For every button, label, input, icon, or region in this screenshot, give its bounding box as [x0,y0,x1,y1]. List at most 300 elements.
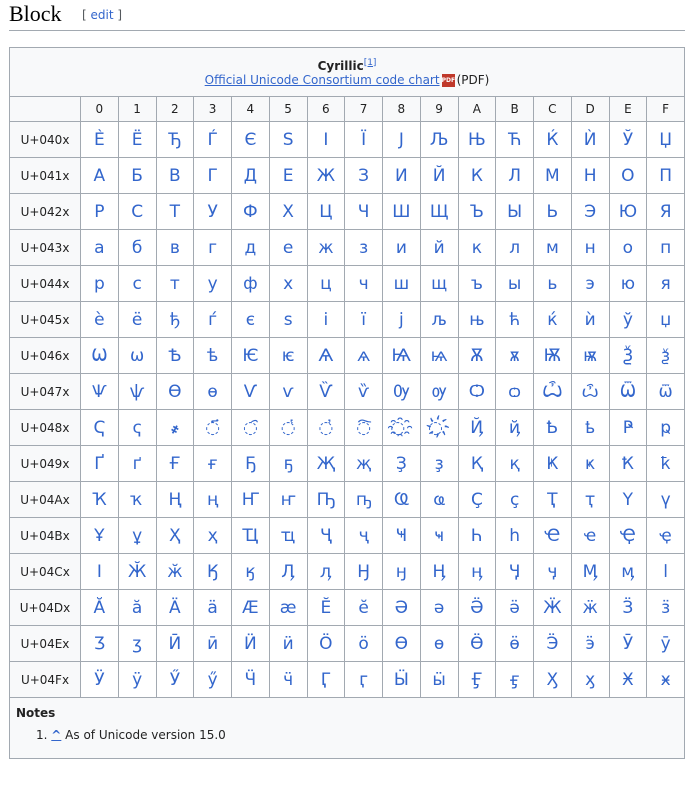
char-cell[interactable]: В [156,158,194,194]
column-header: A [458,97,496,122]
char-cell[interactable]: љ [420,302,458,338]
char-cell[interactable]: б [118,230,156,266]
char-cell[interactable]: ѱ [118,374,156,410]
char-cell[interactable]: Ӫ [458,626,496,662]
char-cell[interactable]: Ы [496,194,534,230]
char-cell[interactable]: қ [496,446,534,482]
char-cell[interactable]: ҝ [571,446,609,482]
char-cell[interactable]: Ѯ [609,338,647,374]
char-cell[interactable]: Щ [420,194,458,230]
char-cell[interactable]: Ѵ [232,374,270,410]
char-cell[interactable]: ӌ [534,554,572,590]
char-cell[interactable]: ҡ [118,482,156,518]
char-cell[interactable]: К [458,158,496,194]
column-header: D [571,97,609,122]
char-cell[interactable]: ӭ [571,626,609,662]
char-cell[interactable]: э [571,266,609,302]
column-header-row [10,97,685,122]
char-cell[interactable]: Й [420,158,458,194]
char-cell[interactable]: Ж [307,158,345,194]
note-text: As of Unicode version 15.0 [65,728,226,742]
char-cell[interactable]: м [534,230,572,266]
char-cell[interactable]: Ҽ [534,518,572,554]
char-cell[interactable]: ҳ [194,518,232,554]
char-cell[interactable]: О [609,158,647,194]
char-cell[interactable]: И [383,158,421,194]
char-cell[interactable]: ҿ [647,518,685,554]
char-cell[interactable]: Ӭ [534,626,572,662]
char-cell[interactable]: І [307,122,345,158]
char-cell[interactable]: Д [232,158,270,194]
row-label: U+041x [10,158,81,194]
char-cell[interactable]: Ӵ [232,662,270,698]
char-cell[interactable]: Ҥ [232,482,270,518]
char-cell[interactable]: Ҋ [458,410,496,446]
char-cell[interactable]: ҽ [571,518,609,554]
char-cell[interactable]: ѭ [571,338,609,374]
char-cell[interactable]: с [118,266,156,302]
char-cell[interactable]: Ӯ [609,626,647,662]
char-cell[interactable]: ш [383,266,421,302]
char-cell[interactable]: Ъ [458,194,496,230]
char-cell[interactable]: Н [571,158,609,194]
char-cell[interactable]: Ѥ [232,338,270,374]
char-cell[interactable]: Ё [118,122,156,158]
char-cell[interactable]: ◌҆ [307,410,345,446]
char-cell[interactable]: а [81,230,119,266]
char-cell[interactable]: җ [345,446,383,482]
char-cell[interactable]: Љ [420,122,458,158]
char-cell[interactable]: Һ [458,518,496,554]
char-cell[interactable]: ѩ [420,338,458,374]
char-cell[interactable]: ғ [194,446,232,482]
char-cell[interactable]: Ћ [496,122,534,158]
char-cell[interactable]: Ѐ [81,122,119,158]
char-cell[interactable]: ӓ [194,590,232,626]
char-cell[interactable]: ә [420,590,458,626]
char-cell[interactable]: ф [232,266,270,302]
column-header: 3 [194,97,232,122]
char-cell[interactable]: Ӱ [81,662,119,698]
char-cell[interactable]: Ҷ [307,518,345,554]
char-cell[interactable]: Л [496,158,534,194]
char-cell[interactable]: ӛ [496,590,534,626]
char-cell[interactable]: ѿ [647,374,685,410]
chart-caption-row [10,48,685,97]
char-cell[interactable]: Ҧ [307,482,345,518]
char-cell[interactable]: ѡ [118,338,156,374]
char-cell[interactable]: ц [307,266,345,302]
char-cell[interactable]: ї [345,302,383,338]
char-cell[interactable]: Ґ [81,446,119,482]
char-cell[interactable]: Ҵ [232,518,270,554]
char-cell[interactable]: Ҙ [383,446,421,482]
char-cell[interactable]: Ҳ [156,518,194,554]
char-cell[interactable]: ѧ [345,338,383,374]
char-cell[interactable]: ј [383,302,421,338]
char-cell[interactable]: Ҍ [534,410,572,446]
char-cell[interactable]: в [156,230,194,266]
char-cell[interactable]: Ӿ [609,662,647,698]
char-cell[interactable]: Ќ [534,122,572,158]
char-cell[interactable]: Ѕ [269,122,307,158]
char-cell[interactable]: Э [571,194,609,230]
row-label: U+044x [10,266,81,302]
char-cell[interactable]: ◌҃ [194,410,232,446]
note-backlink[interactable]: ^ [51,728,62,742]
char-cell[interactable]: Ӑ [81,590,119,626]
char-cell[interactable]: ҏ [647,410,685,446]
table-row [10,302,685,338]
char-cell[interactable]: ӫ [496,626,534,662]
column-header: B [496,97,534,122]
char-cell[interactable]: о [609,230,647,266]
char-cell[interactable]: Ш [383,194,421,230]
char-cell[interactable]: г [194,230,232,266]
char-cell[interactable]: к [458,230,496,266]
char-cell[interactable]: т [156,266,194,302]
char-cell[interactable]: ѥ [269,338,307,374]
char-cell[interactable]: Ӟ [609,590,647,626]
char-cell[interactable]: ѯ [647,338,685,374]
char-cell[interactable]: Ѭ [534,338,572,374]
char-cell[interactable]: ӷ [345,662,383,698]
corner-cell [10,97,81,122]
char-cell[interactable]: Х [269,194,307,230]
char-cell[interactable]: Ѹ [383,374,421,410]
char-cell[interactable]: Ҁ [81,410,119,446]
char-cell[interactable]: Ѝ [571,122,609,158]
char-cell[interactable]: Ә [383,590,421,626]
char-cell[interactable]: ӿ [647,662,685,698]
char-cell[interactable]: Ӥ [232,626,270,662]
char-cell[interactable]: С [118,194,156,230]
char-cell[interactable]: ӳ [194,662,232,698]
char-cell[interactable]: Е [269,158,307,194]
char-cell[interactable]: Ѱ [81,374,119,410]
char-cell[interactable]: ѻ [496,374,534,410]
char-cell[interactable]: ◌҇ [345,410,383,446]
char-cell[interactable]: ҕ [269,446,307,482]
char-cell[interactable]: ъ [458,266,496,302]
row-label: U+047x [10,374,81,410]
char-cell[interactable]: Ӹ [383,662,421,698]
char-cell[interactable]: Ѻ [458,374,496,410]
char-cell[interactable]: н [571,230,609,266]
char-cell[interactable]: Қ [458,446,496,482]
char-cell[interactable]: Ӡ [81,626,119,662]
char-cell[interactable]: Ј [383,122,421,158]
char-cell[interactable]: ҂ [156,410,194,446]
char-cell[interactable]: Ҩ [383,482,421,518]
column-header: 7 [345,97,383,122]
char-cell[interactable]: ѓ [194,302,232,338]
char-cell[interactable]: М [534,158,572,194]
char-cell[interactable]: Ғ [156,446,194,482]
char-cell[interactable]: ќ [534,302,572,338]
char-cell[interactable]: ҹ [420,518,458,554]
char-cell[interactable]: Ѳ [156,374,194,410]
char-cell[interactable]: ѫ [496,338,534,374]
char-cell[interactable]: ю [609,266,647,302]
char-cell[interactable]: Р [81,194,119,230]
char-cell[interactable]: њ [458,302,496,338]
char-cell[interactable]: ч [345,266,383,302]
char-cell[interactable]: щ [420,266,458,302]
char-cell[interactable]: ѵ [269,374,307,410]
char-cell[interactable]: ө [420,626,458,662]
column-header: 4 [232,97,270,122]
row-label: U+049x [10,446,81,482]
char-cell[interactable]: Ҭ [534,482,572,518]
char-cell[interactable]: Ф [232,194,270,230]
char-cell[interactable]: Џ [647,122,685,158]
row-label: U+048x [10,410,81,446]
row-label: U+042x [10,194,81,230]
char-cell[interactable]: ў [609,302,647,338]
table-row [10,446,685,482]
row-label: U+040x [10,122,81,158]
char-cell[interactable]: ӥ [269,626,307,662]
char-cell[interactable]: Ѫ [458,338,496,374]
char-cell[interactable]: ӟ [647,590,685,626]
char-cell[interactable]: Ӏ [81,554,119,590]
char-cell[interactable]: д [232,230,270,266]
char-cell[interactable]: Ї [345,122,383,158]
char-cell[interactable]: ҫ [496,482,534,518]
pdf-label: (PDF) [456,72,490,87]
char-cell[interactable]: Ѡ [81,338,119,374]
char-cell[interactable]: ѝ [571,302,609,338]
char-cell[interactable]: Ӂ [118,554,156,590]
char-cell[interactable]: Ұ [81,518,119,554]
char-cell[interactable]: ӏ [647,554,685,590]
column-header: 0 [81,97,119,122]
char-cell[interactable]: Ӓ [156,590,194,626]
section-heading [9,0,685,31]
char-cell[interactable]: ӎ [609,554,647,590]
char-cell[interactable]: Ђ [156,122,194,158]
char-cell[interactable]: ӈ [383,554,421,590]
char-cell[interactable]: Ҡ [81,482,119,518]
char-cell[interactable]: Ў [609,122,647,158]
char-cell[interactable]: ◌҄ [232,410,270,446]
reference-link[interactable]: [1] [363,57,377,68]
char-cell[interactable]: Ҿ [609,518,647,554]
char-cell[interactable]: ђ [156,302,194,338]
char-cell[interactable]: ь [534,266,572,302]
char-cell[interactable]: Ӆ [269,554,307,590]
pdf-icon: PDF [442,74,455,87]
char-cell[interactable]: ћ [496,302,534,338]
char-cell[interactable]: ӣ [194,626,232,662]
char-cell[interactable]: ӂ [156,554,194,590]
char-cell[interactable]: и [383,230,421,266]
column-header: 2 [156,97,194,122]
char-cell[interactable]: Ӕ [232,590,270,626]
char-cell[interactable]: ӆ [307,554,345,590]
code-chart-table [9,47,685,698]
char-cell[interactable]: Ҝ [534,446,572,482]
char-cell[interactable]: і [307,302,345,338]
code-chart-link[interactable]: Official Unicode Consortium code chart [204,72,440,87]
table-row [10,554,685,590]
char-cell[interactable]: ӵ [269,662,307,698]
char-cell[interactable]: ҋ [496,410,534,446]
char-cell[interactable]: ё [118,302,156,338]
char-cell[interactable]: е [269,230,307,266]
char-cell[interactable]: Җ [307,446,345,482]
char-cell[interactable]: Ү [609,482,647,518]
char-cell[interactable]: Ӣ [156,626,194,662]
char-cell[interactable]: ҩ [420,482,458,518]
char-cell[interactable]: ѐ [81,302,119,338]
char-cell[interactable]: х [269,266,307,302]
char-cell[interactable]: ӻ [496,662,534,698]
char-cell[interactable]: ҙ [420,446,458,482]
char-cell[interactable]: ѣ [194,338,232,374]
char-cell[interactable]: Ӽ [534,662,572,698]
char-cell[interactable]: у [194,266,232,302]
char-cell[interactable]: ӽ [571,662,609,698]
char-cell[interactable]: Б [118,158,156,194]
char-cell[interactable]: Ч [345,194,383,230]
note-item [36,728,226,742]
table-row [10,122,685,158]
char-cell[interactable]: ◌҉ [420,410,458,446]
char-cell[interactable]: з [345,230,383,266]
char-cell[interactable]: ґ [118,446,156,482]
char-cell[interactable]: Ѷ [307,374,345,410]
char-cell[interactable]: Ӳ [156,662,194,698]
row-label: U+046x [10,338,81,374]
char-cell[interactable]: Ө [383,626,421,662]
char-cell[interactable]: Ц [307,194,345,230]
edit-link[interactable]: edit [90,8,114,22]
char-cell[interactable]: ѽ [571,374,609,410]
char-cell[interactable]: ы [496,266,534,302]
char-cell[interactable]: Ҏ [609,410,647,446]
char-cell[interactable]: Ѣ [156,338,194,374]
char-cell[interactable]: ҷ [345,518,383,554]
char-cell[interactable]: є [232,302,270,338]
char-cell[interactable]: ж [307,230,345,266]
char-cell[interactable]: Ҟ [609,446,647,482]
char-cell[interactable]: ӕ [269,590,307,626]
char-cell[interactable]: џ [647,302,685,338]
char-cell[interactable]: я [647,266,685,302]
char-cell[interactable]: Ь [534,194,572,230]
char-cell[interactable]: ҵ [269,518,307,554]
char-cell[interactable]: Ӗ [307,590,345,626]
char-cell[interactable]: ӗ [345,590,383,626]
char-cell[interactable]: ӹ [420,662,458,698]
char-cell[interactable]: ӊ [458,554,496,590]
char-cell[interactable]: п [647,230,685,266]
char-cell[interactable]: Ѿ [609,374,647,410]
char-cell[interactable]: Ѩ [383,338,421,374]
char-cell[interactable]: П [647,158,685,194]
char-cell[interactable]: Ӈ [345,554,383,590]
table-row [10,626,685,662]
char-cell[interactable]: ѷ [345,374,383,410]
row-label: U+043x [10,230,81,266]
char-cell[interactable]: ҁ [118,410,156,446]
char-cell[interactable]: ӱ [118,662,156,698]
char-cell[interactable]: ӝ [571,590,609,626]
char-cell[interactable]: ӄ [232,554,270,590]
char-cell[interactable]: ӡ [118,626,156,662]
char-cell[interactable]: Ӛ [458,590,496,626]
char-cell[interactable]: л [496,230,534,266]
char-cell[interactable]: Г [194,158,232,194]
char-cell[interactable]: А [81,158,119,194]
edit-section [82,8,122,22]
table-row [10,338,685,374]
char-cell[interactable]: р [81,266,119,302]
section-title: Block [9,1,62,26]
char-cell[interactable]: ѳ [194,374,232,410]
char-cell[interactable]: ӧ [345,626,383,662]
char-cell[interactable]: Ӌ [496,554,534,590]
char-cell[interactable]: й [420,230,458,266]
char-cell[interactable]: ѕ [269,302,307,338]
char-cell[interactable]: Ӄ [194,554,232,590]
char-cell[interactable]: ҧ [345,482,383,518]
char-cell[interactable]: Ӷ [307,662,345,698]
char-cell[interactable]: Ҫ [458,482,496,518]
row-label: U+045x [10,302,81,338]
char-cell[interactable]: У [194,194,232,230]
char-cell[interactable]: ◌҅ [269,410,307,446]
char-cell[interactable]: Ӧ [307,626,345,662]
char-cell[interactable]: ҭ [571,482,609,518]
char-cell[interactable]: З [345,158,383,194]
char-cell[interactable]: Ӊ [420,554,458,590]
char-cell[interactable]: Ӝ [534,590,572,626]
char-cell[interactable]: ұ [118,518,156,554]
table-row [10,158,685,194]
char-cell[interactable]: Ӻ [458,662,496,698]
char-cell[interactable]: ҍ [571,410,609,446]
char-cell[interactable]: ҟ [647,446,685,482]
char-cell[interactable]: ӯ [647,626,685,662]
char-cell[interactable]: Т [156,194,194,230]
table-row [10,662,685,698]
char-cell[interactable]: ◌҈ [383,410,421,446]
char-cell[interactable]: Ѽ [534,374,572,410]
char-cell[interactable]: Ҕ [232,446,270,482]
edit-bracket-open: [ [82,8,91,22]
char-cell[interactable]: Ѧ [307,338,345,374]
char-cell[interactable]: ң [194,482,232,518]
char-cell[interactable]: Ӎ [571,554,609,590]
char-cell[interactable]: Ҹ [383,518,421,554]
row-label: U+04Ax [10,482,81,518]
char-cell[interactable]: ѹ [420,374,458,410]
char-cell[interactable]: Ң [156,482,194,518]
char-cell[interactable]: Ю [609,194,647,230]
char-cell[interactable]: ҥ [269,482,307,518]
char-cell[interactable]: һ [496,518,534,554]
char-cell[interactable]: ӑ [118,590,156,626]
char-cell[interactable]: ү [647,482,685,518]
char-cell[interactable]: Ѓ [194,122,232,158]
char-cell[interactable]: Я [647,194,685,230]
char-cell[interactable]: Є [232,122,270,158]
char-cell[interactable]: Њ [458,122,496,158]
table-row [10,230,685,266]
